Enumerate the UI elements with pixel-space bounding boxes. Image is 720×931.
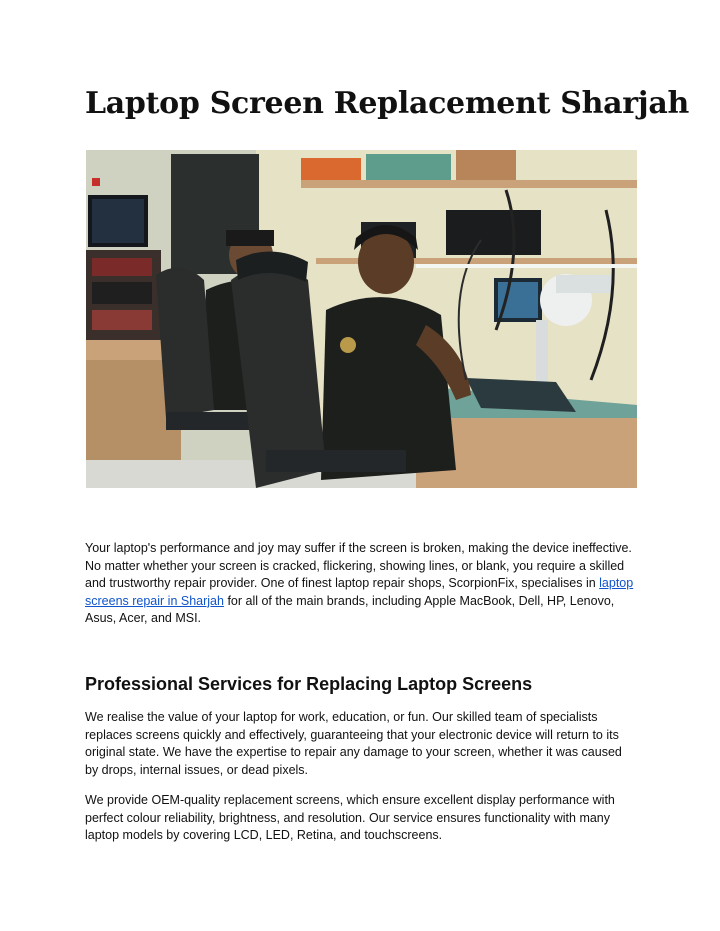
desk-monitor-screen [498, 282, 538, 318]
rack-device-3 [92, 310, 152, 330]
power-supply-2 [446, 210, 541, 255]
rack-device-1 [92, 258, 152, 276]
chair-1-seat [166, 412, 256, 430]
shelf-boxes [301, 158, 361, 180]
shirt-logo [340, 337, 356, 353]
microscope-arm [556, 275, 611, 293]
intro-text-before-link: Your laptop's performance and joy may suffer if the screen is broken, making the device ineffective. No matter whether your screen is cracked, flickering, showing lines, or blank, you require a skilled and trustworthy repair provider. One of finest laptop repair shops, ScorpionFix, specialises in [85, 541, 632, 591]
wall-monitor-screen [92, 199, 144, 243]
technician-1-cap [226, 230, 274, 246]
led-strip [416, 264, 637, 268]
microscope-stand [536, 320, 548, 390]
shelf-boxes-2 [366, 154, 451, 180]
chair-2-seat [266, 450, 406, 472]
intro-paragraph [85, 540, 637, 628]
rack-device-2 [92, 282, 152, 304]
laptop-screens-repair-link[interactable]: laptop screens repair in Sharjah [85, 576, 634, 608]
shelf-boxes-3 [456, 150, 516, 180]
top-shelf [301, 180, 637, 188]
section-paragraph: We realise the value of your laptop for work, education, or fun. Our skilled team of specialists replaces screens quickly and effectively, guaranteeing that your electronic device will return to its original state. We have the expertise to repair any damage to your screen, whether it was caused by drops, internal issues, or dead pixels. [85, 710, 622, 777]
section-paragraph: We provide OEM-quality replacement screens, which ensure excellent display performance with perfect colour reliability, brightness, and resolution. Our service ensures functionality with many laptop models by covering LCD, LED, Retina, and touchscreens. [85, 793, 615, 843]
red-sign [92, 178, 100, 186]
page-title: Laptop Screen Replacement Sharjah [85, 86, 690, 121]
section-heading: Professional Services for Replacing Laptop Screens [85, 674, 533, 694]
intro-text-after-link: for all of the main brands, including Apple MacBook, Dell, HP, Lenovo, Asus, Acer, and MSI. [85, 593, 615, 626]
hero-image [86, 150, 637, 488]
